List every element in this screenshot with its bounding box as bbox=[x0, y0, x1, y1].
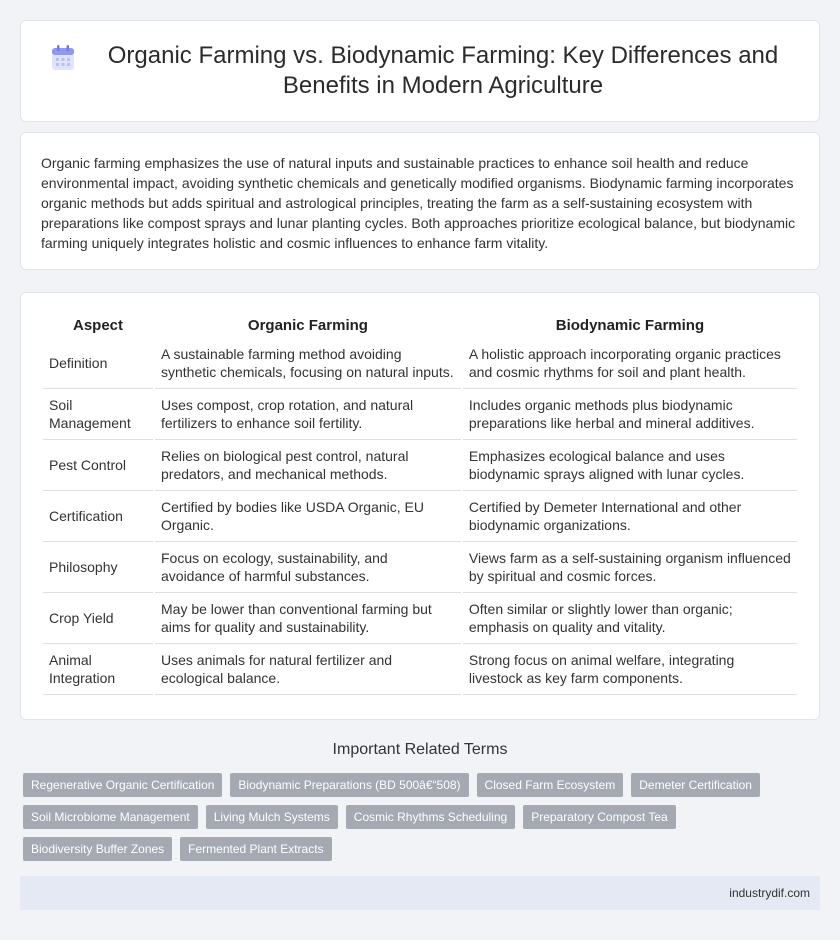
table-row bbox=[43, 593, 797, 644]
table-header-row bbox=[43, 311, 797, 338]
comparison-card bbox=[20, 292, 820, 720]
row-biodynamic: Views farm as a self-sustaining organism influenced by spiritual and cosmic forces. bbox=[463, 542, 797, 593]
row-organic: Certified by bodies like USDA Organic, EU Organic. bbox=[155, 491, 461, 542]
intro-card bbox=[20, 132, 820, 270]
intro-paragraph: Organic farming emphasizes the use of natural inputs and sustainable practices to enhance soil health and reduce environmental impact, avoiding synthetic chemicals and genetically modified organisms. Biodynamic farming incorporates organic methods but adds spiritual and astrological principles, treating the farm as a self-sustaining ecosystem with preparations like compost sprays and lunar planting cycles. Both approaches prioritize ecological balance, but biodynamic farming uniquely integrates holistic and cosmic influences to enhance farm vitality. bbox=[41, 155, 796, 251]
related-terms-title: Important Related Terms bbox=[332, 741, 508, 758]
row-aspect: Definition bbox=[43, 338, 153, 389]
header-aspect: Aspect bbox=[72, 317, 124, 334]
table-row bbox=[43, 491, 797, 542]
related-term-tag[interactable]: Closed Farm Ecosystem bbox=[477, 773, 624, 797]
related-terms-list bbox=[23, 773, 823, 861]
related-term-tag[interactable]: Living Mulch Systems bbox=[206, 805, 338, 829]
row-organic: Relies on biological pest control, natural predators, and mechanical methods. bbox=[155, 440, 461, 491]
row-organic: Uses animals for natural fertilizer and ecological balance. bbox=[155, 644, 461, 695]
table-row bbox=[43, 644, 797, 695]
related-term-tag[interactable]: Soil Microbiome Management bbox=[23, 805, 198, 829]
comparison-table bbox=[41, 311, 799, 695]
row-organic: A sustainable farming method avoiding synthetic chemicals, focusing on natural inputs. bbox=[155, 338, 461, 389]
row-aspect: Philosophy bbox=[43, 542, 153, 593]
title-wrap bbox=[21, 21, 819, 121]
related-term-tag[interactable]: Biodiversity Buffer Zones bbox=[23, 837, 172, 861]
table-row bbox=[43, 389, 797, 440]
header-organic: Organic Farming bbox=[247, 317, 368, 334]
row-biodynamic: A holistic approach incorporating organic practices and cosmic rhythms for soil and plant health. bbox=[463, 338, 797, 389]
row-aspect: Soil Management bbox=[43, 389, 153, 440]
row-biodynamic: Certified by Demeter International and other biodynamic organizations. bbox=[463, 491, 797, 542]
row-aspect: Animal Integration bbox=[43, 644, 153, 695]
table-row bbox=[43, 542, 797, 593]
related-term-tag[interactable]: Demeter Certification bbox=[631, 773, 760, 797]
table-row bbox=[43, 440, 797, 491]
related-term-tag[interactable]: Regenerative Organic Certification bbox=[23, 773, 222, 797]
related-term-tag[interactable]: Preparatory Compost Tea bbox=[523, 805, 676, 829]
header-biodynamic: Biodynamic Farming bbox=[555, 317, 705, 334]
row-organic: Uses compost, crop rotation, and natural fertilizers to enhance soil fertility. bbox=[155, 389, 461, 440]
row-biodynamic: Emphasizes ecological balance and uses biodynamic sprays aligned with lunar cycles. bbox=[463, 440, 797, 491]
footer-site[interactable]: industrydif.com bbox=[729, 886, 810, 900]
page-title: Organic Farming vs. Biodynamic Farming: Key Differences and Benefits in Modern Agriculture bbox=[107, 42, 779, 99]
row-biodynamic: Includes organic methods plus biodynamic preparations like herbal and mineral additives. bbox=[463, 389, 797, 440]
related-term-tag[interactable]: Cosmic Rhythms Scheduling bbox=[346, 805, 515, 829]
row-biodynamic: Often similar or slightly lower than organic; emphasis on quality and vitality. bbox=[463, 593, 797, 644]
row-aspect: Certification bbox=[43, 491, 153, 542]
row-aspect: Crop Yield bbox=[43, 593, 153, 644]
row-aspect: Pest Control bbox=[43, 440, 153, 491]
row-organic: Focus on ecology, sustainability, and avoidance of harmful substances. bbox=[155, 542, 461, 593]
footer-bar bbox=[20, 876, 820, 910]
table-row bbox=[43, 338, 797, 389]
row-organic: May be lower than conventional farming but aims for quality and sustainability. bbox=[155, 593, 461, 644]
calendar-icon bbox=[51, 45, 75, 71]
related-term-tag[interactable]: Fermented Plant Extracts bbox=[180, 837, 331, 861]
row-biodynamic: Strong focus on animal welfare, integrating livestock as key farm components. bbox=[463, 644, 797, 695]
related-term-tag[interactable]: Biodynamic Preparations (BD 500â€“508) bbox=[230, 773, 468, 797]
header-card bbox=[20, 20, 820, 122]
